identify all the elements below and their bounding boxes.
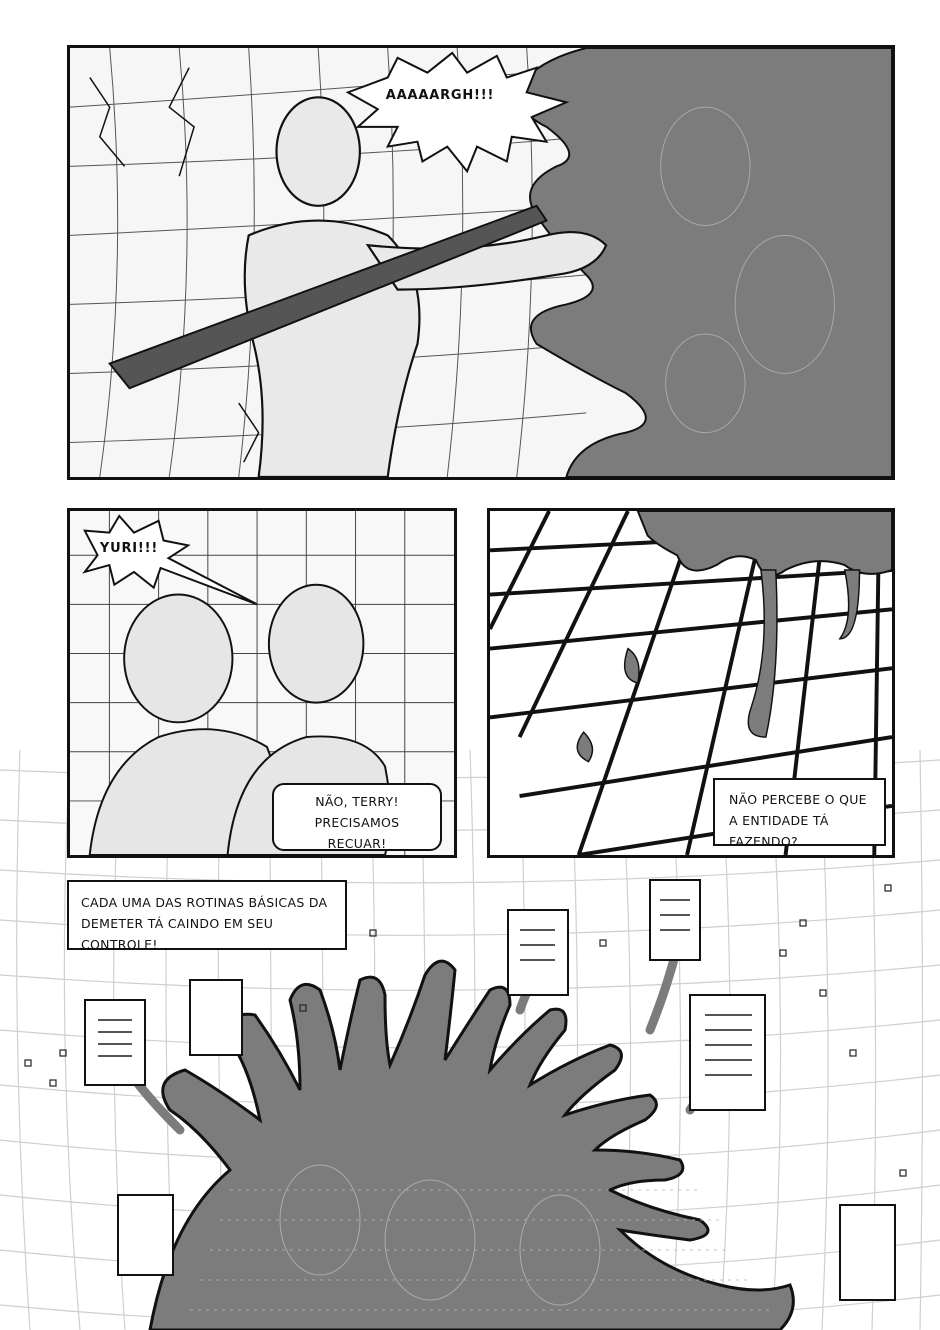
scream-text: AAAAARGH!!! xyxy=(385,88,495,103)
terry-speech-balloon: NÃO, TERRY! PRECISAMOS RECUAR! xyxy=(272,783,442,851)
panel-1 xyxy=(67,45,895,480)
entity-caption: NÃO PERCEBE O QUE A ENTIDADE TÁ FAZENDO? xyxy=(713,778,886,846)
routines-caption: CADA UMA DAS ROTINAS BÁSICAS DA DEMETER TÁ CAINDO EM SEU CONTROLE! xyxy=(67,880,347,950)
panel-1-art xyxy=(70,48,892,477)
yuri-shout-text: YURI!!! xyxy=(99,541,159,556)
